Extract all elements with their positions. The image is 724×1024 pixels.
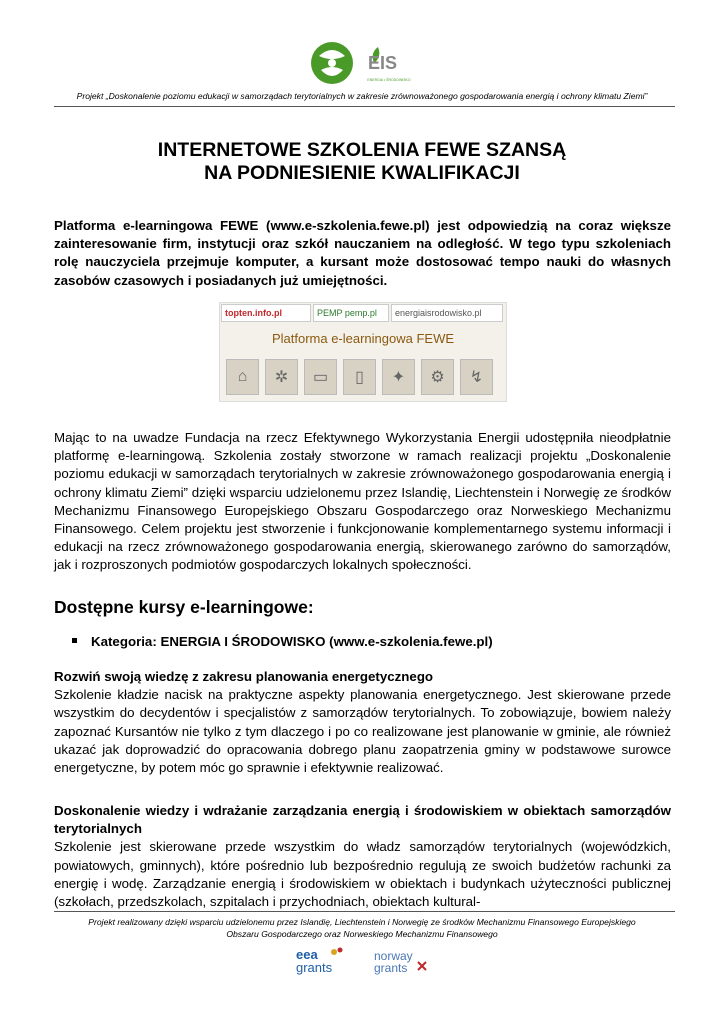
course-1-title: Rozwiń swoją wiedzę z zakresu planowania energetycznego — [54, 669, 434, 684]
page-title-line2: NA PODNIESIENIE KWALIFIKACJI — [204, 162, 520, 184]
norway-logo-top: norway — [374, 949, 413, 963]
banner-thumb-car-icon: ▭ — [304, 359, 337, 395]
banner-thumb-motor-icon: ⚙ — [421, 359, 454, 395]
course-2-text: Szkolenie jest skierowane przede wszystkim do władz samorządów terytorialnych (wojewódzkich, powiatowych, gminnych), które pośrednio lub bezpośrednio regulują ze swoich budżetów rachunki za energię i wodę. Zarządzanie energią i środowiskiem w obiektach i budynkach użyteczności publicznej (szkołach, przedszkolach, szpitalach i przychodniach, obiektach kultural- — [54, 839, 671, 910]
platform-banner-image — [219, 302, 507, 402]
lead-paragraph: Platforma e-learningowa FEWE (www.e-szkolenia.fewe.pl) jest odpowiedzią na coraz większe zainteresowanie firm, instytucji oraz szkół nauczaniem na odległość. W tego typu szkoleniach rolę nauczyciela przejmuje komputer, a kursant może dostosować tempo nauki do własnych zasobów czasowych i posiadanych już umiejętności. — [54, 218, 671, 288]
course-1 — [54, 668, 671, 777]
eea-logo-top: eea — [296, 947, 318, 962]
eea-logo-bottom: grants — [296, 960, 333, 975]
banner-title: Platforma e-learningowa FEWE — [271, 331, 455, 346]
header-divider — [54, 106, 675, 107]
fewe-logo-text — [309, 40, 355, 41]
svg-text:EIS: EIS — [368, 53, 398, 73]
category-text: Kategoria: ENERGIA I ŚRODOWISKO (www.e-szkolenia.fewe.pl) — [91, 634, 493, 649]
banner-tab-pemp: PEMP pemp.pl — [313, 304, 389, 322]
category-bullet — [72, 634, 493, 649]
eis-logo-subtitle: ENERGIA • ŚRODOWISKO — [367, 78, 411, 82]
courses-heading: Dostępne kursy e-learningowe: — [54, 597, 314, 617]
banner-thumb-lamp-icon: ✦ — [382, 359, 415, 395]
page-title-line1: INTERNETOWE SZKOLENIA FEWE SZANSĄ — [157, 139, 567, 161]
banner-tab-energia: energiaisrodowisko.pl — [391, 304, 503, 322]
footer-funding-note — [54, 917, 670, 940]
course-2 — [54, 802, 671, 911]
banner-tab-topten: topten.info.pl — [221, 304, 311, 322]
eea-grants-logo — [296, 948, 352, 984]
header-project-note: Projekt „Doskonalenie poziomu edukacji w samorządach terytorialnych w zakresie zrównoważonego gospodarowania energią i ochrony klimatu Ziemi” — [76, 91, 648, 101]
footer-note-line1: Projekt realizowany dzięki wsparciu udzielonemu przez Islandię, Liechtenstein i Norwegię ze środków Mechanizmu Finansowego Europejskiego — [88, 917, 636, 927]
fewe-logo — [309, 40, 355, 86]
eis-logo — [364, 43, 414, 85]
course-1-text: Szkolenie kładzie nacisk na praktyczne aspekty planowania energetycznego. Jest skierowane przede wszystkim do decydentów i specjalistów z samorządów terytorialnych. To zobowiązuje, bowiem należy zapoznać Kursantów nie tylko z tym dlaczego i po co realizowane jest planowanie w gminie, ale również ukazać jak doprowadzić do opracowania dobrego planu zaopatrzenia gminy w podstawowe surowce energetyczne, by potem móc go sprawnie i efektywnie realizować. — [54, 687, 671, 776]
banner-thumb-window-icon: ▯ — [343, 359, 376, 395]
norway-logo-bottom: grants — [374, 961, 408, 975]
footer-divider — [54, 911, 675, 912]
footer-note-line2: Obszaru Gospodarczego oraz Norweskiego Mechanizmu Finansowego — [226, 928, 498, 939]
banner-thumb-plug-icon: ↯ — [460, 359, 493, 395]
norway-grants-logo — [374, 950, 434, 982]
course-2-title: Doskonalenie wiedzy i wdrażanie zarządzania energią i środowiskiem w obiektach samorządów terytorialnych — [54, 803, 671, 837]
bullet-square-icon — [72, 638, 77, 643]
banner-thumb-fan-icon: ✲ — [265, 359, 298, 395]
page-title — [54, 139, 670, 185]
banner-thumb-house-icon: ⌂ — [226, 359, 259, 395]
body-paragraph: Mając to na uwadze Fundacja na rzecz Efektywnego Wykorzystania Energii udostępniła nieodpłatnie platformę e-learningową. Szkolenia zostały stworzone w ramach realizacji projektu „Doskonalenie poziomu edukacji w samorządach terytorialnych w zakresie zrównoważonego gospodarowania energią i ochrony klimatu Ziemi” dzięki wsparciu udzielonemu przez Islandię, Liechtenstein i Norwegię ze środków Mechanizmu Finansowego Europejskiego Obszaru Gospodarczego oraz Norweskiego Mechanizmu Finansowego. Celem projektu jest stworzenie i funkcjonowanie komplementarnego systemu informacji i edukacji na rzecz zrównoważonego gospodarowania energią, skierowanego zarówno do samorządów, jak i rozproszonych podmiotów gospodarczych lokalnych społeczności. — [54, 430, 671, 573]
